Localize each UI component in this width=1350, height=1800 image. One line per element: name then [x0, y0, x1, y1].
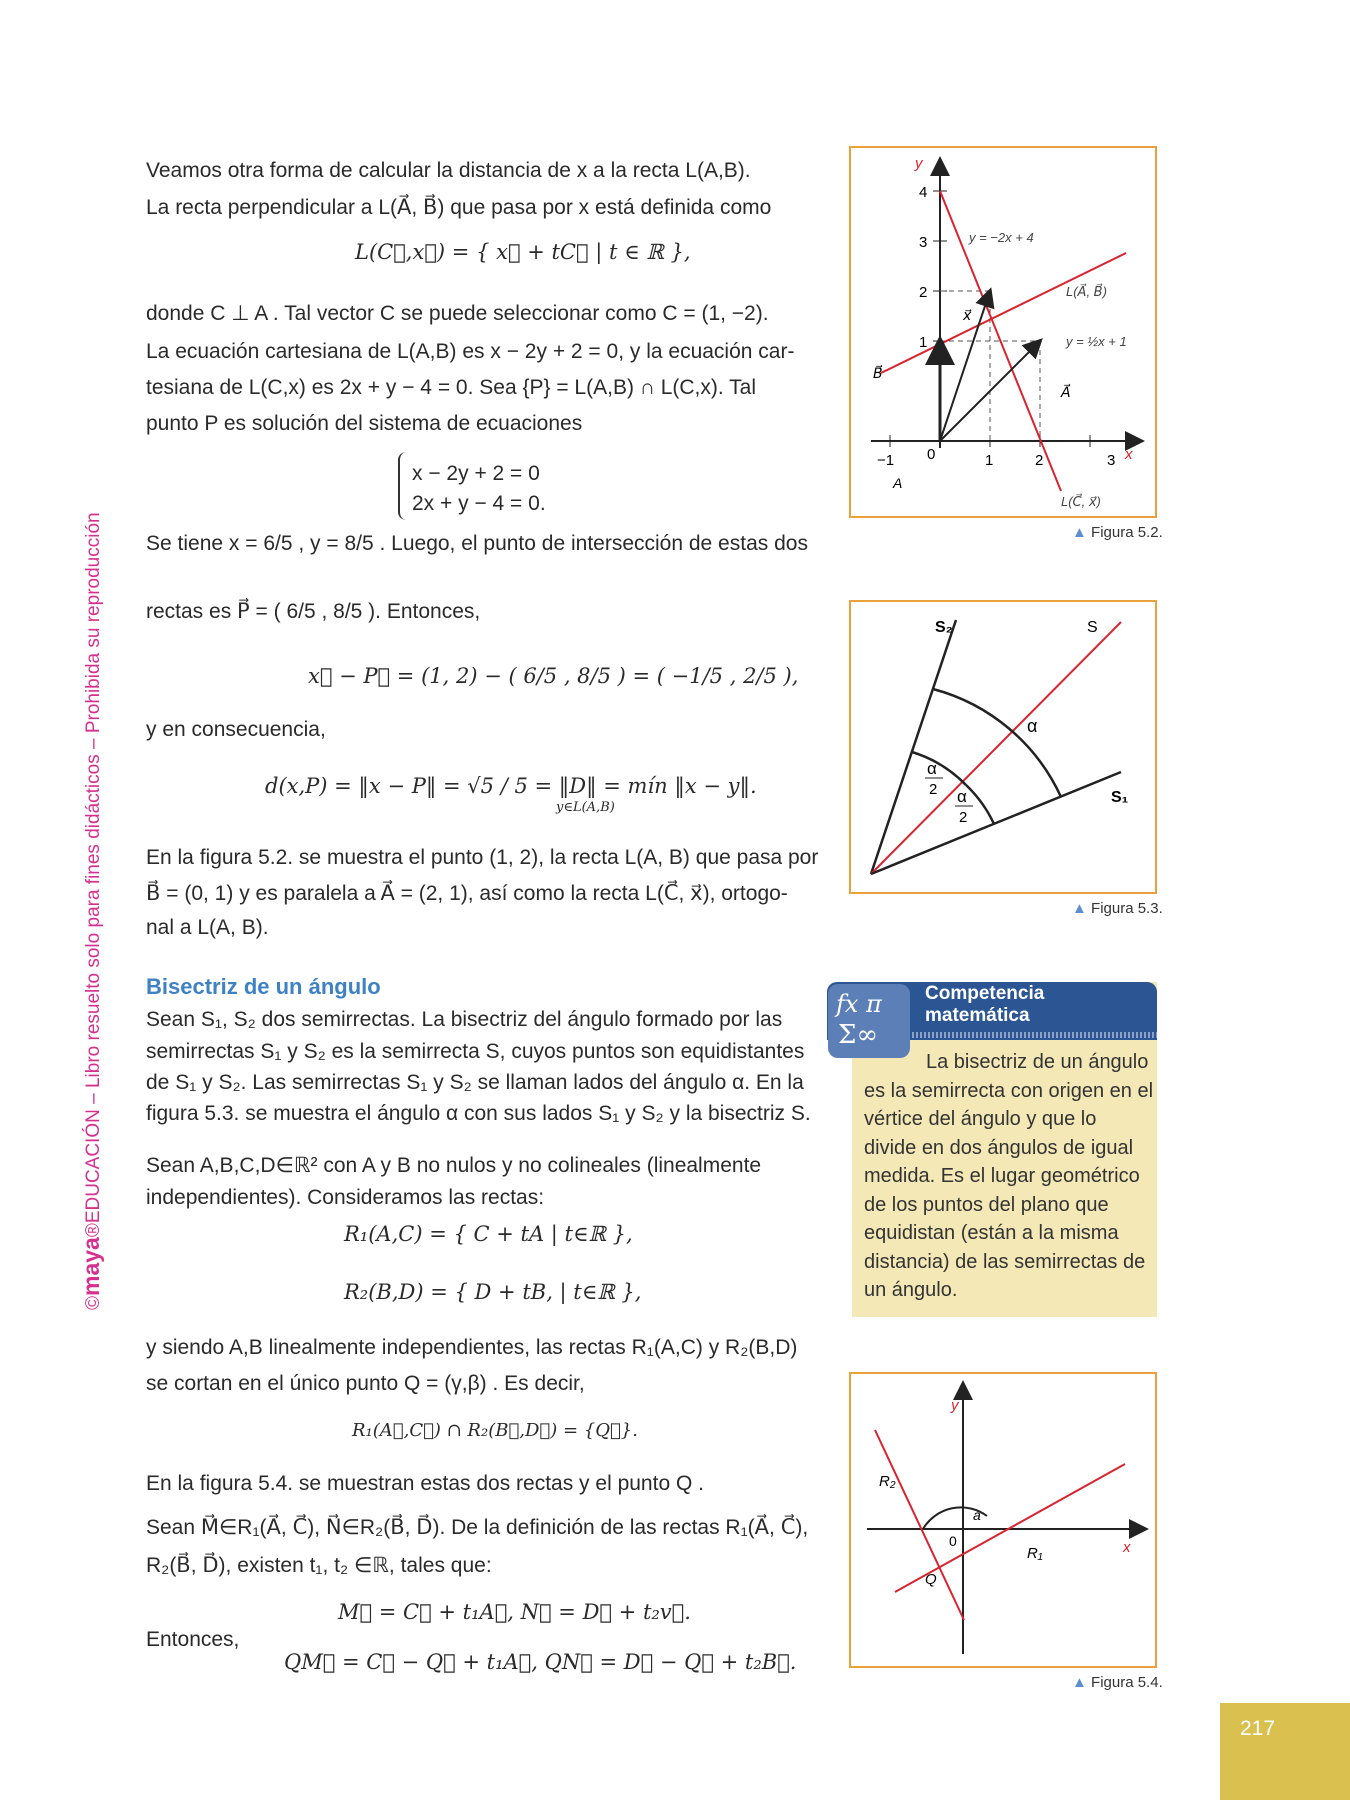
tick-0: 0	[927, 446, 936, 463]
label-S1: S₁	[1111, 789, 1129, 806]
paragraph-7d: figura 5.3. se muestra el ángulo α con sus lados S₁ y S₂ y la bisectriz S.	[146, 1102, 811, 1125]
label-line2: y = ½x + 1	[1066, 334, 1127, 349]
caption-triangle-icon: ▲	[1072, 1674, 1087, 1691]
paragraph-2b: La ecuación cartesiana de L(A,B) es x − 2y + 2 = 0, y la ecuación car-	[146, 340, 795, 363]
tick-4: 4	[919, 184, 928, 201]
caption-triangle-icon: ▲	[1072, 524, 1087, 541]
paragraph-2c: tesiana de L(C,x) es 2x + y − 4 = 0. Sea {P} = L(A,B) ∩ L(C,x). Tal	[146, 376, 757, 399]
paragraph-7a: Sean S₁, S₂ dos semirrectas. La bisectriz del ángulo formado por las	[146, 1008, 783, 1031]
label-y: y	[951, 1397, 959, 1414]
label-R2: R₂	[879, 1473, 896, 1490]
sidebar-copyright: ©maya®EDUCACIÓN – Libro resuelto solo para fines didácticos – Prohibida su reproducción	[78, 512, 104, 1310]
paragraph-6a: En la figura 5.2. se muestra el punto (1, 2), la recta L(A, B) que pasa por	[146, 846, 819, 869]
label-vector-A: A⃗	[1061, 384, 1071, 400]
equation-8: QM⃗ = C⃗ − Q⃗ + t₁A⃗, QN⃗ = D⃗ − Q⃗ + t₂B⃗.	[284, 1650, 797, 1674]
paragraph-6b: B⃗ = (0, 1) y es paralela a A⃗ = (2, 1), así como la recta L(C⃗, x⃗), ortogo-	[146, 882, 788, 905]
label-alpha-half-2-den: 2	[959, 809, 968, 826]
competencia-text: La bisectriz de un ángulo es la semirrecta con origen en el vértice del ángulo y que lo divide en dos ángulos de igual medida. Es el lugar geométrico de los puntos del plano que equidistan (están a la misma distancia) de las semirrectas de un ángulo.	[864, 1051, 1154, 1301]
bisector-S	[871, 622, 1121, 874]
paragraph-12: Entonces,	[146, 1628, 240, 1651]
competencia-title: Competencia matemática	[925, 983, 1045, 1026]
angle-arc-alpha	[933, 689, 1061, 797]
figure-5-3	[849, 600, 1157, 894]
paragraph-1a: Veamos otra forma de calcular la distancia de x a la recta L(A,B).	[146, 159, 751, 182]
equation-2: x⃗ − P⃗ = (1, 2) − ( 6/5 , 8/5 ) = ( −1/5 , 2/5 ),	[308, 664, 799, 688]
equation-4: R₁(A,C) = { C + tA | t∈ℝ },	[344, 1222, 633, 1246]
page-number-tab	[1220, 1703, 1350, 1800]
paragraph-5: y en consecuencia,	[146, 718, 326, 741]
page-number: 217	[1240, 1717, 1276, 1740]
tick-1: 1	[919, 334, 928, 351]
figure-5-3-caption: ▲ Figura 5.3.	[1072, 900, 1163, 917]
paragraph-7c: de S₁ y S₂. Las semirrectas S₁ y S₂ se llaman lados del ángulo α. En la	[146, 1071, 804, 1094]
label-A: A	[893, 475, 903, 491]
label-x: x	[1125, 446, 1133, 463]
paragraph-9a: y siendo A,B linealmente independientes, las rectas R₁(A,C) y R₂(B,D)	[146, 1336, 798, 1359]
line-R2	[875, 1430, 964, 1620]
math-symbols-icon: fx π Σ∞	[828, 984, 910, 1058]
paragraph-3: Se tiene x = 6/5 , y = 8/5 . Luego, el punto de intersección de estas dos	[146, 532, 808, 555]
system-eq-1: x − 2y + 2 = 0	[412, 462, 540, 485]
paragraph-2a: donde C ⊥ A . Tal vector C se puede seleccionar como C = (1, −2).	[146, 302, 769, 325]
caption-triangle-icon: ▲	[1072, 900, 1087, 917]
paragraph-4: rectas es P⃗ = ( 6/5 , 8/5 ). Entonces,	[146, 600, 481, 623]
paragraph-10: En la figura 5.4. se muestran estas dos rectas y el punto Q .	[146, 1472, 704, 1495]
paragraph-1b: La recta perpendicular a L(A⃗, B⃗) que pasa por x está definida como	[146, 196, 772, 219]
header-dotted-divider	[912, 1032, 1157, 1038]
paragraph-11a: Sean M⃗∈R₁(A⃗, C⃗), N⃗∈R₂(B⃗, D⃗). De la definición de las rectas R₁(A⃗, C⃗),	[146, 1516, 809, 1539]
label-alpha-half-1-num: α	[927, 759, 937, 778]
paragraph-7b: semirrectas S₁ y S₂ es la semirrecta S, cuyos puntos son equidistantes	[146, 1040, 805, 1063]
equation-3-subscript: y∈L(A,B)	[556, 800, 615, 815]
angle-arc-half-1	[912, 752, 966, 785]
equation-5: R₂(B,D) = { D + tB, | t∈ℝ },	[344, 1280, 642, 1304]
system-brace	[398, 452, 408, 520]
label-Q: Q	[925, 1571, 937, 1588]
label-origin: 0	[949, 1533, 957, 1549]
tick-2: 2	[919, 284, 928, 301]
system-eq-2: 2x + y − 4 = 0.	[412, 492, 546, 515]
label-S: S	[1087, 619, 1098, 636]
figure-5-2	[849, 146, 1157, 518]
label-y: y	[915, 155, 923, 172]
angle-arc-half-2	[966, 785, 994, 824]
label-L-C-x: L(C⃗, x⃗)	[1061, 494, 1101, 509]
label-a: a	[973, 1507, 981, 1523]
brand-logo: maya	[78, 1237, 104, 1296]
tick-3: 3	[919, 234, 928, 251]
tick-x-2: 2	[1035, 452, 1044, 469]
label-alpha-half-2-num: α	[957, 787, 967, 806]
figure-5-4-caption: ▲ Figura 5.4.	[1072, 1674, 1163, 1691]
figure-5-4-graph	[851, 1374, 1155, 1666]
equation-7: M⃗ = C⃗ + t₁A⃗, N⃗ = D⃗ + t₂v⃗.	[338, 1600, 691, 1624]
figure-5-4	[849, 1372, 1157, 1668]
paragraph-6c: nal a L(A, B).	[146, 916, 269, 939]
label-L-A-B: L(A⃗, B⃗)	[1066, 284, 1107, 299]
equation-6: R₁(A⃗,C⃗) ∩ R₂(B⃗,D⃗) = {Q⃗}.	[352, 1420, 638, 1441]
label-alpha-half-1-den: 2	[929, 781, 938, 798]
paragraph-8b: independientes). Consideramos las rectas:	[146, 1186, 545, 1209]
label-R1: R₁	[1027, 1545, 1043, 1562]
tick-x-3: 3	[1107, 452, 1116, 469]
tick-minus-1: −1	[877, 452, 895, 469]
paragraph-8a: Sean A,B,C,D∈ℝ² con A y B no nulos y no colineales (linealmente	[146, 1154, 762, 1177]
equation-3: d(x,P) = ‖x − P‖ = √5 / 5 = ‖D‖ = mín ‖x − y‖.	[265, 774, 757, 798]
paragraph-11b: R₂(B⃗, D⃗), existen t₁, t₂ ∈ℝ, tales que:	[146, 1554, 492, 1577]
paragraph-9b: se cortan en el único punto Q = (γ,β) . Es decir,	[146, 1372, 585, 1395]
tick-x-1: 1	[985, 452, 994, 469]
paragraph-2d: punto P es solución del sistema de ecuaciones	[146, 412, 583, 435]
figure-5-3-graph	[851, 602, 1155, 892]
ray-S2	[871, 620, 956, 874]
label-line1: y = −2x + 4	[969, 230, 1034, 245]
ray-S1	[871, 772, 1121, 874]
label-S2: S₂	[935, 619, 953, 636]
label-vector-x: x⃗	[963, 307, 972, 323]
section-heading: Bisectriz de un ángulo	[146, 974, 381, 999]
label-alpha: α	[1027, 716, 1038, 736]
label-vector-B: B⃗	[873, 365, 883, 381]
line-L-A-B	[881, 253, 1126, 373]
label-x: x	[1123, 1539, 1131, 1556]
equation-1: L(C⃗,x⃗) = { x⃗ + tC⃗ | t ∈ ℝ },	[355, 240, 691, 264]
figure-5-2-caption: ▲ Figura 5.2.	[1072, 524, 1163, 541]
figure-5-2-graph	[851, 148, 1155, 516]
